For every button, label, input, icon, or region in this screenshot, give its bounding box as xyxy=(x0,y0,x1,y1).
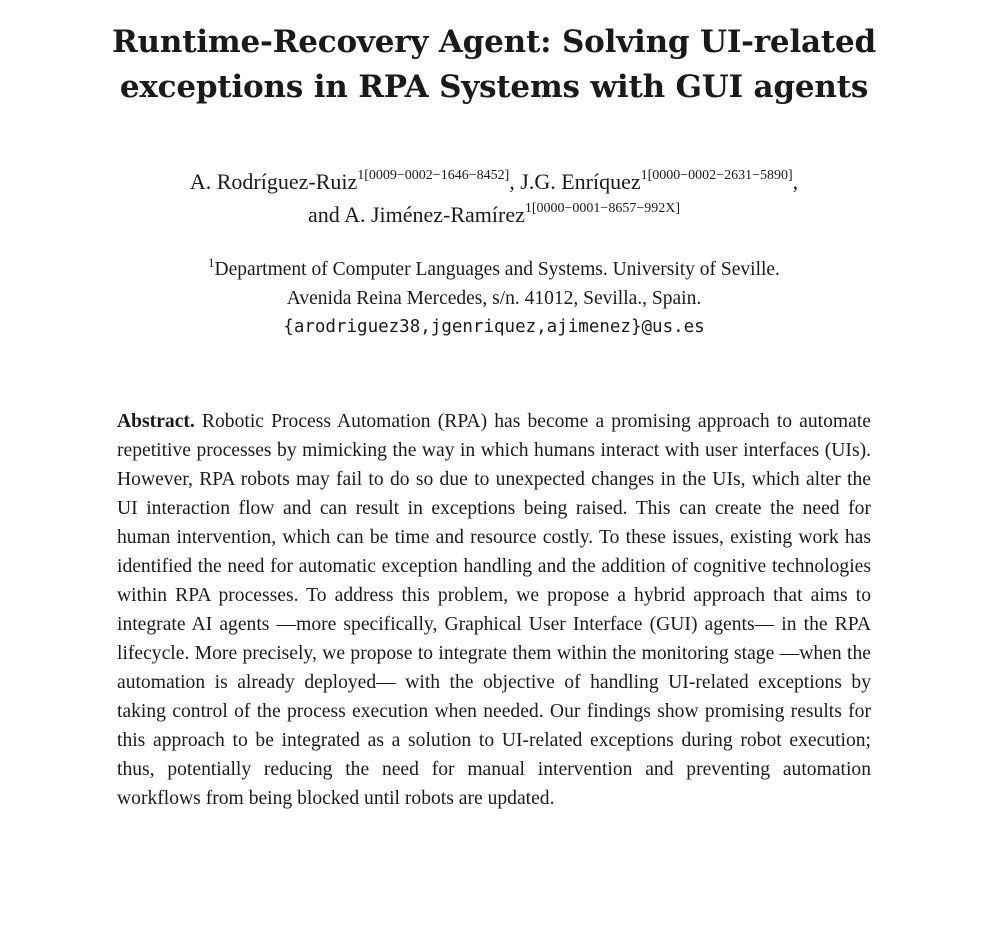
author-name: J.G. Enríquez xyxy=(520,169,641,194)
title-line-1: Runtime-Recovery Agent: Solving UI-related xyxy=(111,24,877,60)
affiliation-line-1 xyxy=(0,255,988,284)
title-line-2: exceptions in RPA Systems with GUI agents xyxy=(119,69,869,105)
author-separator: , xyxy=(509,169,521,194)
author-conjunction: and xyxy=(308,202,345,227)
author-orcid: 1[0000−0001−8657−992X] xyxy=(524,201,680,216)
affiliation-department: Department of Computer Languages and Systems. University of Seville. xyxy=(214,259,780,280)
author-name: A. Jiménez-Ramírez xyxy=(344,202,525,227)
abstract xyxy=(117,407,871,813)
author-name: A. Rodríguez-Ruiz xyxy=(189,169,358,194)
affiliation-marker: 1 xyxy=(208,255,215,270)
affiliation-email: {arodriguez38,jgenriquez,ajimenez}@us.es xyxy=(283,317,705,337)
affiliation-address: Avenida Reina Mercedes, s/n. 41012, Sevilla., Spain. xyxy=(286,288,702,309)
paper-title xyxy=(0,20,988,110)
author-orcid: 1[0009−0002−1646−8452] xyxy=(357,168,510,183)
author-list xyxy=(0,165,988,231)
author-orcid: 1[0000−0002−2631−5890] xyxy=(640,168,793,183)
affiliation-block xyxy=(0,255,988,342)
authors-line-2 xyxy=(0,198,988,231)
author-separator: , xyxy=(792,169,799,194)
abstract-label: Abstract. xyxy=(117,411,195,432)
abstract-text: Robotic Process Automation (RPA) has become a promising approach to automate repetitive processes by mimicking the way in which humans interact with user interfaces (UIs). However, RPA robots may fail to do so due to unexpected changes in the UIs, which alter the UI interaction flow and can result in exceptions being raised. This can create the need for human intervention, which can be time and resource costly. To these issues, existing work has identified the need for automatic exception handling and the addition of cognitive technologies within RPA processes. To address this problem, we propose a hybrid approach that aims to integrate AI agents —more specifically, Graphical User Interface (GUI) agents— in the RPA lifecycle. More precisely, we propose to integrate them within the monitoring stage —when the automation is already deployed— with the objective of handling UI-related exceptions by taking control of the process execution when needed. Our findings show promising results for this approach to be integrated as a solution to UI-related exceptions during robot execution; thus, potentially reducing the need for manual intervention and preventing automation workflows from being blocked until robots are updated. xyxy=(117,411,871,809)
authors-line-1 xyxy=(0,165,988,198)
